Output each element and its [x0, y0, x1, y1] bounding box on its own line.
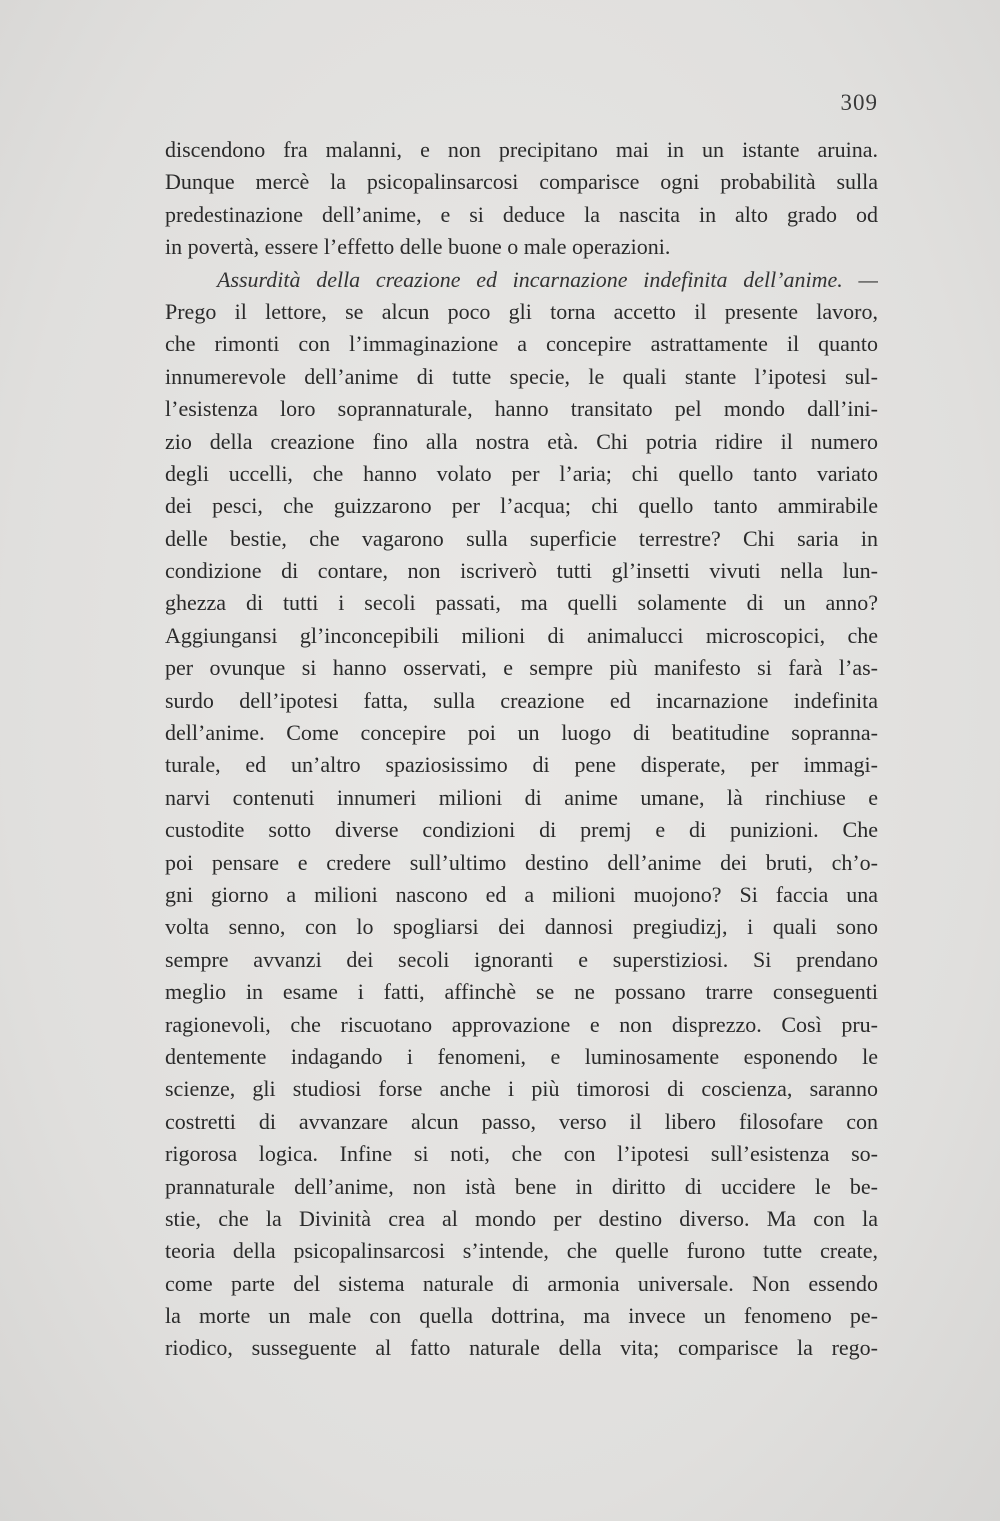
text-line: dei pesci, che guizzarono per l’acqua; chi quello tanto ammirabile — [165, 493, 878, 519]
text-line: innumerevole dell’anime di tutte specie, le quali stante l’ipotesi sul- — [165, 363, 878, 389]
text-line: discendono fra malanni, e non precipitano mai in un istante aruina. — [165, 137, 878, 162]
text-line: in povertà, essere l’effetto delle buone o male operazioni. — [165, 234, 671, 260]
text-line: Aggiungansi gl’inconcepibili milioni di animalucci microscopici, che — [165, 622, 878, 648]
text-line: poi pensare e credere sull’ultimo destino dell’anime dei bruti, ch’o- — [165, 849, 878, 875]
section-heading: Assurdità della creazione ed incarnazione indefinita dell’anime. — — [217, 266, 878, 292]
page-number: 309 — [840, 90, 878, 115]
text-line: delle bestie, che vagarono sulla superficie terrestre? Chi saria in — [165, 525, 878, 551]
text-line: zio della creazione fino alla nostra età. Chi potria ridire il numero — [165, 428, 878, 454]
text-line: teoria della psicopalinsarcosi s’intende, che quelle furono tutte create, — [165, 1238, 878, 1264]
text-line: prannaturale dell’anime, non istà bene in diritto di uccidere le be- — [165, 1173, 878, 1199]
text-line: sempre avvanzi dei secoli ignoranti e superstiziosi. Si prendano — [165, 946, 878, 972]
text-line: riodico, susseguente al fatto naturale della vita; comparisce la rego- — [165, 1335, 878, 1361]
text-line: ragionevoli, che riscuotano approvazione e non disprezzo. Così pru- — [165, 1011, 878, 1037]
text-line: l’esistenza loro soprannaturale, hanno transitato pel mondo dall’ini- — [165, 396, 878, 422]
text-line: che rimonti con l’immaginazione a concepire astrattamente il quanto — [165, 331, 878, 357]
text-line: narvi contenuti innumeri milioni di anime umane, là rinchiuse e — [165, 784, 878, 810]
text-line: dentemente indagando i fenomeni, e luminosamente esponendo le — [165, 1043, 878, 1069]
text-line: la morte un male con quella dottrina, ma invece un fenomeno pe- — [165, 1303, 878, 1329]
text-line: condizione di contare, non iscriverò tutti gl’insetti vivuti nella lun- — [165, 558, 878, 584]
text-line: volta senno, con lo spogliarsi dei dannosi pregiudizj, i quali sono — [165, 914, 878, 940]
text-line: stie, che la Divinità crea al mondo per destino diverso. Ma con la — [165, 1205, 878, 1231]
text-line: ghezza di tutti i secoli passati, ma quelli solamente di un anno? — [165, 590, 878, 616]
text-line: costretti di avvanzare alcun passo, verso il libero filosofare con — [165, 1108, 878, 1134]
body-text — [165, 134, 878, 1365]
text-line: come parte del sistema naturale di armonia universale. Non essendo — [165, 1270, 878, 1296]
text-line: Dunque mercè la psicopalinsarcosi comparisce ogni probabilità sulla — [165, 169, 878, 195]
text-line: dell’anime. Come concepire poi un luogo di beatitudine sopranna- — [165, 720, 878, 746]
text-line: meglio in esame i fatti, affinchè se ne possano trarre conseguenti — [165, 979, 878, 1005]
text-line: per ovunque si hanno osservati, e sempre più manifesto si farà l’as- — [165, 655, 878, 681]
text-line: surdo dell’ipotesi fatta, sulla creazione ed incarnazione indefinita — [165, 687, 878, 713]
text-line: scienze, gli studiosi forse anche i più timorosi di coscienza, saranno — [165, 1076, 878, 1102]
text-line: Prego il lettore, se alcun poco gli torna accetto il presente lavoro, — [165, 298, 878, 324]
text-line: rigorosa logica. Infine si noti, che con l’ipotesi sull’esistenza so- — [165, 1141, 878, 1167]
text-line: turale, ed un’altro spaziosissimo di pene disperate, per immagi- — [165, 752, 878, 778]
text-line: predestinazione dell’anime, e si deduce la nascita in alto grado od — [165, 201, 878, 227]
text-line: custodite sotto diverse condizioni di premj e di punizioni. Che — [165, 817, 878, 843]
text-line: degli uccelli, che hanno volato per l’aria; chi quello tanto variato — [165, 460, 878, 486]
text-line: gni giorno a milioni nascono ed a milioni muojono? Si faccia una — [165, 881, 878, 907]
